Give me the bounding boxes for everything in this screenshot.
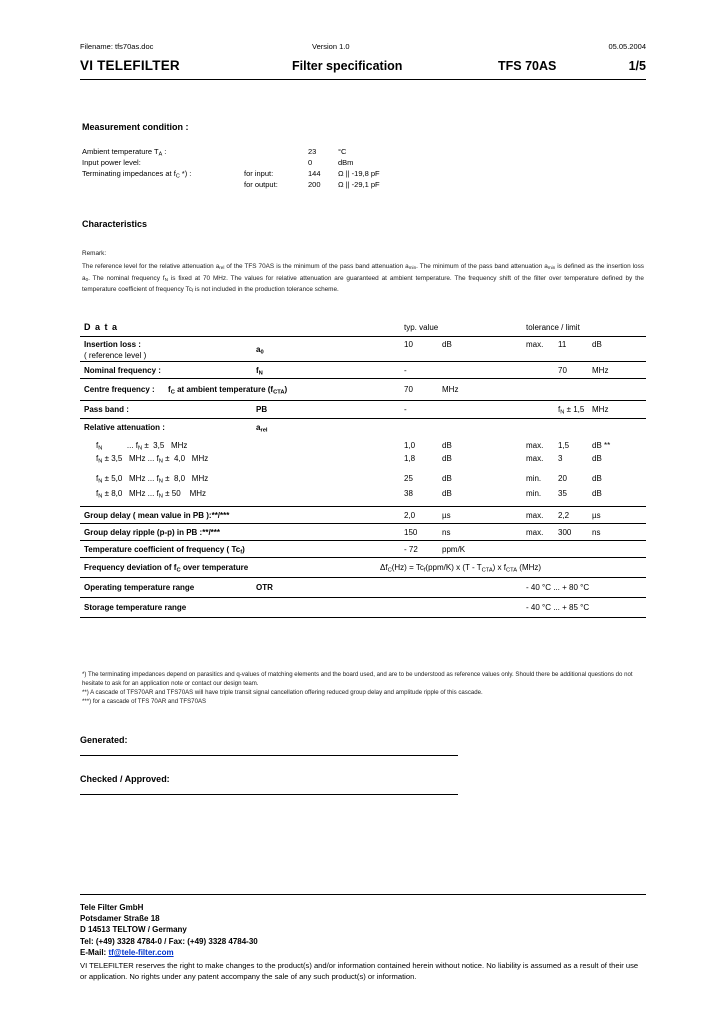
row-symbol-a0: $a_0$ xyxy=(256,345,264,356)
remark-label: Remark: xyxy=(82,250,107,257)
row-label-storage-temp: Storage temperature range xyxy=(84,603,187,612)
row-tolval-insertion-loss: 11 xyxy=(558,340,567,349)
row-label-temp-coefficient: Temperature coefficient of frequency ( $Tc_f$) xyxy=(84,545,245,556)
input-power-value: 0 xyxy=(308,158,313,167)
row-tolunit-arel-2: dB xyxy=(592,454,602,463)
row-tolval-storage-temp: - 40 °C ... + 85 °C xyxy=(526,603,590,612)
row-unit-arel-1: dB xyxy=(442,441,452,450)
row-label-arel-1: $f_N$ ... $f_N \pm 3,5$ MHz xyxy=(96,441,188,452)
table-row xyxy=(80,541,646,558)
specification-table xyxy=(80,318,646,618)
table-row xyxy=(80,598,646,618)
row-tolword-group-delay-ripple: max. xyxy=(526,528,544,537)
terminating-input-unit: Ω || -19,8 pF xyxy=(338,169,380,178)
row-unit-arel-3: dB xyxy=(442,474,452,483)
row-tolword-arel-4: min. xyxy=(526,489,542,498)
row-tolval-operating-temp: - 40 °C ... + 80 °C xyxy=(526,583,590,592)
row-tolunit-arel-4: dB xyxy=(592,489,602,498)
row-formula-frequency-deviation: $\Delta f_C(Hz) = Tc_f(ppm/K)$ x $(T - T_{CTA})$ x $f_{CTA}$ (MHz) xyxy=(380,563,542,574)
row-symbol-fn: $f_N$ xyxy=(256,366,263,377)
row-symbol-arel: $a_{rel}$ xyxy=(256,423,268,434)
row-tolunit-insertion-loss: dB xyxy=(592,340,602,349)
row-tolword-group-delay: max. xyxy=(526,511,544,520)
table-header-typ: typ. value xyxy=(404,323,439,332)
footnote-2: **) A cascade of TFS70AR and TFS70AS will have triple transit signal cancellation offering reduced group delay and amplitude ripple of this cascade. xyxy=(82,689,483,696)
date-text: 05.05.2004 xyxy=(608,42,646,51)
table-row xyxy=(80,558,646,578)
terminating-impedance-label: Terminating impedances at $f_C$ *) : xyxy=(82,169,192,180)
row-label-frequency-deviation: Frequency deviation of $f_C$ over temperature xyxy=(84,563,249,574)
filename-text: Filename: tfs70as.doc xyxy=(80,42,154,51)
header-divider xyxy=(80,79,646,80)
footnote-1: *) The terminating impedances depend on parasitics and q-values of matching elements and the board used, and are to be understood as reference values only. Should there be additional questions do not hesitate to ask for an application note or contact our design team. xyxy=(82,671,633,687)
terminating-input-value: 144 xyxy=(308,169,321,178)
row-label-nominal-frequency: Nominal frequency : xyxy=(84,366,161,375)
row-label-arel-3: $f_N \pm 5,0$ MHz ... $f_N \pm 8,0$ MHz xyxy=(96,474,209,485)
row-typ-arel-2: 1,8 xyxy=(404,454,416,463)
remark-text: The reference level for the relative attenuation $a_{rel}$ of the TFS 70AS is the minimum of the pass band attenuation $a_{min}$. The minimum of the pass band attenuation $a_{min}$ is defined as the insertion loss $a_0$. The nominal frequency $f_N$ is fixed at 70 MHz. The values for relative attenuation are guaranteed at ambient temperature. The frequency shift of the filter over temperature defined by the temperature coefficient of frequency $Tc_f$ is not included in the production tolerance scheme. xyxy=(82,263,644,294)
row-unit-insertion-loss: dB xyxy=(442,340,452,349)
row-typ-pass-band: - xyxy=(404,405,407,414)
characteristics-heading: Characteristics xyxy=(82,219,148,229)
row-tolunit-arel-3: dB xyxy=(592,474,602,483)
input-power-label: Input power level: xyxy=(82,158,141,167)
document-sheet xyxy=(76,22,648,990)
footer-divider xyxy=(80,894,646,895)
row-typ-nominal-frequency: - xyxy=(404,366,407,375)
terminating-output-value: 200 xyxy=(308,180,321,189)
checked-signature-line[interactable] xyxy=(80,794,458,795)
table-row xyxy=(80,507,646,524)
table-row xyxy=(80,362,646,379)
row-tolunit-pass-band: MHz xyxy=(592,405,609,414)
row-typ-group-delay: 2,0 xyxy=(404,511,416,520)
ambient-temperature-value: 23 xyxy=(308,147,317,156)
table-header-data: D a t a xyxy=(84,322,119,332)
row-tolval-group-delay: 2,2 xyxy=(558,511,570,520)
table-row xyxy=(80,524,646,541)
row-tolword-arel-2: max. xyxy=(526,454,544,463)
ambient-temperature-unit: °C xyxy=(338,147,347,156)
row-tolword-arel-3: min. xyxy=(526,474,542,483)
generated-signature-line[interactable] xyxy=(80,755,458,756)
terminating-output-unit: Ω || -29,1 pF xyxy=(338,180,380,189)
page-title: Filter specification xyxy=(292,59,403,73)
row-tolunit-arel-1: dB ** xyxy=(592,441,611,450)
table-row xyxy=(80,379,646,401)
row-tolval-arel-4: 35 xyxy=(558,489,567,498)
row-label-group-delay-ripple: Group delay ripple (p-p) in PB :**/*** xyxy=(84,528,221,537)
row-tolword-insertion-loss: max. xyxy=(526,340,544,349)
row-unit-arel-2: dB xyxy=(442,454,452,463)
row-unit-group-delay-ripple: ns xyxy=(442,528,451,537)
document-header-title-row xyxy=(80,58,646,76)
company-logo: VI TELEFILTER xyxy=(80,58,180,73)
row-tolval-group-delay-ripple: 300 xyxy=(558,528,572,537)
model-number: TFS 70AS xyxy=(498,59,557,73)
row-label-operating-temp: Operating temperature range xyxy=(84,583,195,592)
row-typ-arel-4: 38 xyxy=(404,489,413,498)
row-unit-temp-coefficient: ppm/K xyxy=(442,545,466,554)
checked-approved-label: Checked / Approved: xyxy=(80,774,170,784)
row-typ-arel-1: 1,0 xyxy=(404,441,416,450)
table-row xyxy=(80,401,646,419)
table-row-relative-attenuation xyxy=(80,419,646,507)
row-unit-group-delay: µs xyxy=(442,511,451,520)
table-header-row xyxy=(80,318,646,337)
footnote-3: ***) for a cascade of TFS 70AR and TFS70AS xyxy=(82,698,207,705)
row-label-relative-attenuation: Relative attenuation : xyxy=(84,423,165,432)
row-label-arel-4: $f_N \pm 8,0$ MHz ... $f_N \pm 50$ MHz xyxy=(96,489,207,500)
input-power-unit: dBm xyxy=(338,158,354,167)
table-row xyxy=(80,578,646,598)
terminating-output-label: for output: xyxy=(244,180,278,189)
row-typ-temp-coefficient: - 72 xyxy=(404,545,418,554)
row-label-pass-band: Pass band : xyxy=(84,405,129,414)
footer-street: Potsdamer Straße 18 xyxy=(80,914,160,924)
row-symbol-pb: PB xyxy=(256,405,268,414)
row-tolval-arel-3: 20 xyxy=(558,474,567,483)
row-typ-arel-3: 25 xyxy=(404,474,413,483)
row-unit-centre-frequency: MHz xyxy=(442,385,459,394)
row-typ-centre-frequency: 70 xyxy=(404,385,413,394)
row-unit-arel-4: dB xyxy=(442,489,452,498)
footer-email-label: E-Mail: xyxy=(80,947,107,957)
footer-disclaimer: VI TELEFILTER reserves the right to make changes to the product(s) and/or information contained herein without notice. No liability is assumed as a result of their use or application. No rights under any patent accompany the sale of any such product(s) or information. xyxy=(80,961,639,981)
row-label-insertion-loss: Insertion loss : xyxy=(84,340,141,349)
row-typ-group-delay-ripple: 150 xyxy=(404,528,418,537)
row-label-arel-2: $f_N \pm 3,5$ MHz ... $f_N \pm 4,0$ MHz xyxy=(96,454,209,465)
measurement-condition-heading: Measurement condition : xyxy=(82,122,189,132)
row-tolword-arel-1: max. xyxy=(526,441,544,450)
row-tolunit-nominal-frequency: MHz xyxy=(592,366,609,375)
footer-company: Tele Filter GmbH xyxy=(80,903,144,912)
footer-email-row xyxy=(80,947,258,958)
row-label-centre-frequency: Centre frequency : $f_C$ at ambient temperature $(f_{CTA})$ xyxy=(84,385,288,396)
row-tolval-arel-2: 3 xyxy=(558,454,563,463)
terminating-input-label: for input: xyxy=(244,169,274,178)
version-text: Version 1.0 xyxy=(312,42,350,51)
generated-label: Generated: xyxy=(80,735,128,745)
row-tolval-pass-band: $f_N \pm 1,5$ xyxy=(558,405,585,416)
footer-phone: Tel: (+49) 3328 4784-0 / Fax: (+49) 3328 4784-30 xyxy=(80,936,258,946)
row-tolunit-group-delay-ripple: ns xyxy=(592,528,601,537)
footer-city: D 14513 TELTOW / Germany xyxy=(80,925,187,935)
table-header-tolerance: tolerance / limit xyxy=(526,323,580,332)
row-tolunit-group-delay: µs xyxy=(592,511,601,520)
row-tolval-nominal-frequency: 70 xyxy=(558,366,567,375)
ambient-temperature-label: Ambient temperature $T_A$ : xyxy=(82,147,167,158)
table-row xyxy=(80,337,646,362)
row-sublabel-reference-level: ( reference level ) xyxy=(84,351,147,360)
row-label-group-delay: Group delay ( mean value in PB ):**/*** xyxy=(84,511,230,520)
footer-email-link[interactable]: tf@tele-filter.com xyxy=(108,947,174,957)
page-number: 1/5 xyxy=(628,59,646,73)
footer-address xyxy=(80,902,258,958)
row-symbol-otr: OTR xyxy=(256,583,273,592)
row-typ-insertion-loss: 10 xyxy=(404,340,413,349)
row-tolval-arel-1: 1,5 xyxy=(558,441,570,450)
